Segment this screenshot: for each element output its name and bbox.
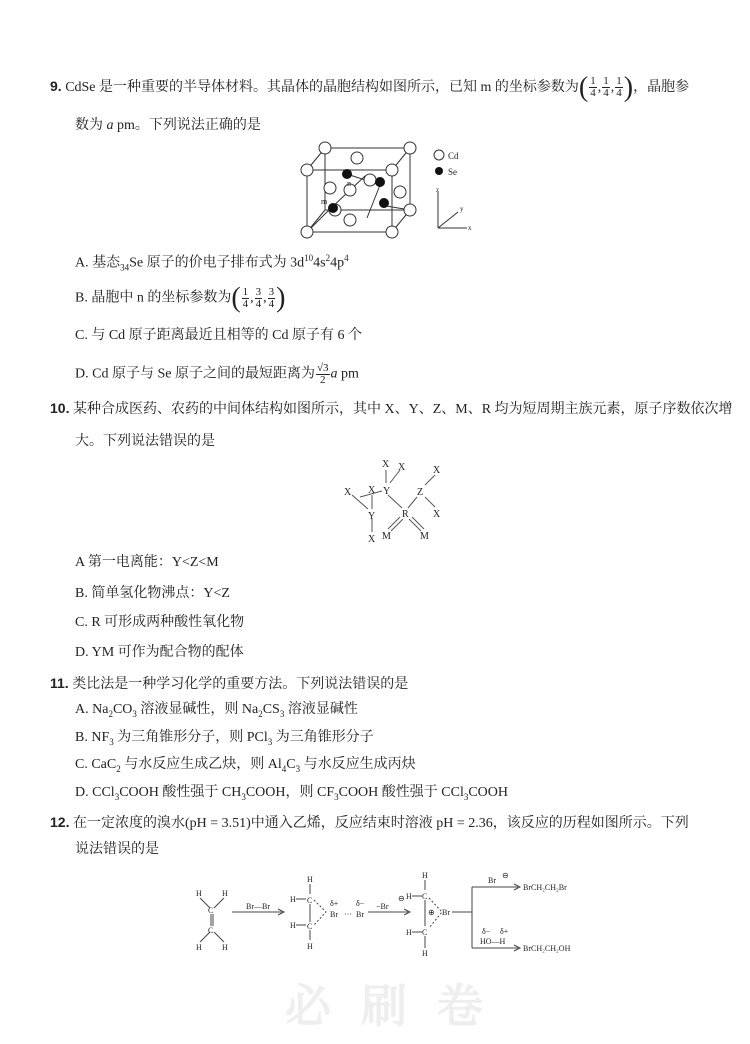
q10-number: 10. <box>50 400 70 416</box>
q11-option-b[interactable] <box>75 728 374 752</box>
n: 1 <box>242 286 249 298</box>
t: 3 <box>132 708 137 719</box>
water: HO—H <box>480 937 506 946</box>
delta-minus: δ− <box>482 927 491 936</box>
n: 3 <box>268 286 275 298</box>
axis-x: x <box>468 224 472 232</box>
d: 4 <box>268 298 275 310</box>
atom-h: H <box>307 875 313 884</box>
t: Se 原子的价电子排布式为 3d <box>129 255 305 271</box>
t: 2 <box>325 253 331 263</box>
t: 4 <box>281 763 287 774</box>
dots: ··· <box>344 910 352 919</box>
t: C <box>286 757 296 772</box>
minus-charge: ⊖ <box>502 871 509 880</box>
t: 溶液显碱性 <box>284 702 358 717</box>
delta-plus: δ+ <box>500 927 509 936</box>
n: 1 <box>616 75 622 88</box>
axis-z: z <box>436 186 440 194</box>
d: 2 <box>319 374 326 386</box>
atom-h: H <box>422 949 428 958</box>
q10-option-d[interactable]: D. YM 可作为配合物的配体 <box>75 645 244 660</box>
product-bromoethanol: BrCH₂CH₂OH <box>523 944 571 953</box>
product-dibromoethane: BrCH₂CH₂Br <box>523 883 567 892</box>
watermark: 必刷卷 <box>285 979 513 1033</box>
t: 溶液显碱性，则 Na <box>136 702 259 717</box>
n: 1 <box>603 75 609 88</box>
t: A. 基态 <box>75 255 121 271</box>
t: 3 <box>279 708 285 719</box>
atom-c: C <box>208 906 214 915</box>
t: B. NF <box>75 730 110 745</box>
q10-option-a[interactable]: A 第一电离能：Y<Z<M <box>75 555 219 570</box>
t: 3 <box>267 736 273 747</box>
minus-charge: ⊖ <box>398 894 405 903</box>
t: 3 <box>334 791 339 802</box>
t: A. Na <box>75 702 109 717</box>
q10-stem-line2: 大。下列说法错误的是 <box>75 434 215 449</box>
t: 4s <box>313 255 326 271</box>
q9-stem-line2 <box>75 116 261 136</box>
q10-option-c[interactable]: C. R 可形成两种酸性氧化物 <box>75 615 245 630</box>
atom-br: Br <box>442 908 450 917</box>
t: COOH 酸性强于 CH <box>119 785 242 800</box>
q10-option-b[interactable]: B. 简单氢化物沸点：Y<Z <box>75 586 230 601</box>
t: 2 <box>258 708 263 719</box>
t: D. Cd 原子与 Se 原子之间的最短距离为 <box>75 366 315 382</box>
d: 4 <box>616 87 622 100</box>
atom-y: Y <box>383 486 391 497</box>
t: a <box>106 118 114 133</box>
atom-br: Br <box>330 910 338 919</box>
n: 1 <box>590 75 596 88</box>
q9-number: 9. <box>50 78 62 94</box>
atom-x: X <box>368 534 376 545</box>
t: 与水反应生成丙炔 <box>300 757 416 772</box>
t: 为三角锥形分子，则 PCl <box>113 730 268 745</box>
t: 3 <box>109 736 114 747</box>
q9-option-c[interactable]: C. 与 Cd 原子距离最近且相等的 Cd 原子有 6 个 <box>75 328 363 343</box>
atom-x: X <box>433 509 441 520</box>
q11-option-a[interactable] <box>75 700 358 724</box>
t: 数为 <box>75 118 107 133</box>
atom-c: C <box>422 892 428 901</box>
atom-h: H <box>422 871 428 880</box>
molecule-structure-figure <box>330 455 460 545</box>
t: 3 <box>463 791 469 802</box>
frac <box>589 76 597 99</box>
n: 3 <box>255 286 262 298</box>
t: pm <box>337 366 359 382</box>
t: CO <box>112 702 133 717</box>
t: 为三角锥形分子 <box>272 730 374 745</box>
axis-y: y <box>460 205 464 213</box>
atom-z: Z <box>417 487 424 498</box>
q9-text: ，晶胞参 <box>633 80 690 95</box>
t: 3 <box>241 791 246 802</box>
t: a <box>330 366 338 382</box>
atom-c: C <box>422 928 428 937</box>
t: 2 <box>108 708 113 719</box>
frac <box>316 363 330 386</box>
t: COOH 酸性强于 CCl <box>338 785 464 800</box>
q12-stem-line1 <box>50 812 689 834</box>
atom-h: H <box>290 895 296 904</box>
atom-h: H <box>406 892 412 901</box>
paren: ( <box>578 71 589 103</box>
t: 与水反应生成乙炔，则 Al <box>120 757 282 772</box>
paren: ) <box>276 282 286 314</box>
frac <box>268 287 276 310</box>
frac <box>615 76 623 99</box>
atom-h: H <box>196 943 202 952</box>
q9-option-a[interactable] <box>75 248 349 277</box>
t: pm。下列说法正确的是 <box>113 118 261 133</box>
atom-h: H <box>222 889 228 898</box>
q11-stem <box>50 673 408 695</box>
q9-stem-line1: 9. CdSe 是一种重要的半导体材料。其晶体的晶胞结构如图所示，已知 m 的坐标参数为( $\frac{1}{4}$ , $\frac{1}{4}$ , $\frac{1}{4}$ )，晶胞参 <box>50 71 690 103</box>
minus-br: −Br <box>376 902 389 911</box>
d: 4 <box>242 298 249 310</box>
atom-h: H <box>196 889 202 898</box>
frac <box>255 287 263 310</box>
q9-option-b[interactable]: B. 晶胞中 n 的坐标参数为( $\frac{1}{4}$ , $\frac{3}{4}$ , $\frac{3}{4}$ ) <box>75 282 286 314</box>
d: 4 <box>603 87 609 100</box>
t: 在一定浓度的溴水(pH = 3.51)中通入乙烯，反应结束时溶液 pH = 2.36，该反应的历程如图所示。下列 <box>72 816 689 831</box>
atom-x: X <box>368 485 376 496</box>
atom-x: X <box>382 459 390 470</box>
delta-plus: δ+ <box>330 899 339 908</box>
crystal-cell-figure <box>295 140 475 240</box>
frac <box>242 287 250 310</box>
t: B. 晶胞中 n 的坐标参数为 <box>75 290 232 306</box>
q10-stem-line1 <box>50 398 733 420</box>
atom-br: Br <box>488 876 496 885</box>
t: 34 <box>120 262 130 273</box>
t: 4 <box>344 253 349 263</box>
t: CS <box>262 702 280 717</box>
atom-x: X <box>344 487 352 498</box>
atom-h: H <box>290 921 296 930</box>
atom-c: C <box>307 922 313 931</box>
legend-cd: Cd <box>448 151 459 161</box>
t: 2 <box>116 763 121 774</box>
q11-number: 11. <box>50 675 69 691</box>
plus-charge: ⊕ <box>428 908 435 917</box>
atom-m: M <box>382 531 391 542</box>
atom-c: C <box>307 896 313 905</box>
d: 4 <box>590 87 596 100</box>
t: 3 <box>114 791 120 802</box>
t: 某种合成医药、农药的中间体结构如图所示，其中 X、Y、Z、M、R 均为短周期主族元素，原子序数依次增 <box>72 402 733 417</box>
legend-se: Se <box>448 167 457 177</box>
reaction-mechanism-figure <box>180 870 600 960</box>
atom-y: Y <box>368 511 376 522</box>
label-n: n <box>347 179 351 188</box>
reagent-br2: Br—Br <box>246 902 270 911</box>
q12-stem-line2: 说法错误的是 <box>75 842 159 857</box>
frac <box>602 76 610 99</box>
q12-number: 12. <box>50 814 70 830</box>
atom-m: M <box>420 531 429 542</box>
atom-c: C <box>208 926 214 935</box>
q9-option-d[interactable] <box>75 363 359 386</box>
t: 类比法是一种学习化学的重要方法。下列说法错误的是 <box>72 677 409 692</box>
t: COOH <box>468 785 509 800</box>
q9-text: CdSe 是一种重要的半导体材料。其晶体的晶胞结构如图所示，已知 m 的坐标参数为 <box>65 80 579 95</box>
paren: ) <box>623 71 634 103</box>
atom-br: Br <box>356 910 364 919</box>
atom-x: X <box>398 462 406 473</box>
label-m: m <box>321 197 328 206</box>
t: 10 <box>304 253 314 263</box>
t: D. CCl <box>75 785 115 800</box>
q11-option-d[interactable] <box>75 783 508 807</box>
n: √3 <box>316 362 329 374</box>
t: 3 <box>295 763 301 774</box>
atom-h: H <box>406 928 412 937</box>
q11-option-c[interactable] <box>75 755 416 779</box>
t: 4p <box>330 255 345 271</box>
atom-h: H <box>222 943 228 952</box>
t: C. CaC <box>75 757 117 772</box>
d: 4 <box>255 298 262 310</box>
atom-r: R <box>402 509 409 520</box>
atom-h: H <box>307 942 313 951</box>
paren: ( <box>231 282 241 314</box>
atom-x: X <box>433 465 441 476</box>
delta-minus: δ− <box>356 899 365 908</box>
t: COOH，则 CF <box>245 785 335 800</box>
